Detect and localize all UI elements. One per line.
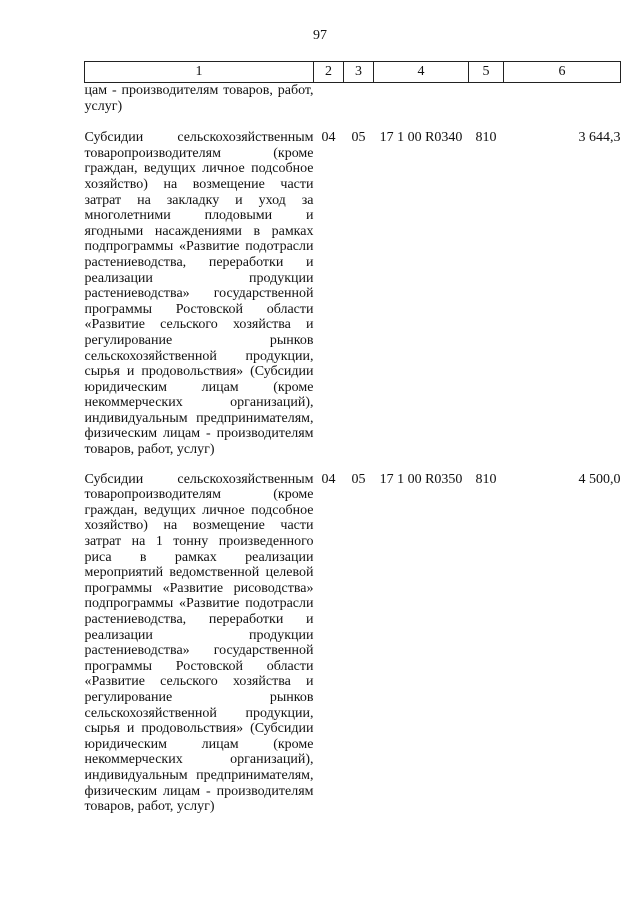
- row-section: 04: [321, 130, 336, 146]
- table-row: [85, 130, 621, 471]
- column-header-5: 5: [469, 62, 504, 83]
- row-expense-type: 810: [475, 471, 497, 487]
- column-header-6: 6: [504, 62, 621, 83]
- column-header-1: 1: [85, 62, 314, 83]
- table-row: [85, 472, 621, 829]
- row-target-code: 17 1 00 R0340: [379, 130, 463, 146]
- column-header-2: 2: [314, 62, 344, 83]
- row-description: Субсидии сельскохозяйственным товаропроизводителям (кроме граждан, ведущих личное подсобное хозяйство) на возмещение части затрат на закладку и уход за многолетними плодовыми и ягодными насаждениями в рамках подпрограммы «Развитие подотрасли растениеводства, переработки и реализации продукции растениеводства» государственной программы Ростовской области «Развитие сельского хозяйства и регулирование рынков сельскохозяйственной продукции, сырья и продовольствия» (Субсидии юридическим лицам (кроме некоммерческих организаций), индивидуальным предпринимателям, физическим лицам - производителям товаров, работ, услуг): [84, 130, 314, 458]
- row-subsection: 05: [351, 130, 366, 146]
- row-subsection: 05: [351, 471, 366, 487]
- row-amount: 4 500,0: [578, 471, 621, 487]
- table-row-continuation: [85, 83, 621, 131]
- row-target-code: 17 1 00 R0350: [379, 471, 463, 487]
- page-number: 97: [313, 28, 327, 43]
- table-header-row: [85, 62, 621, 83]
- column-header-3: 3: [344, 62, 374, 83]
- column-header-4: 4: [374, 62, 469, 83]
- continued-description: цам - производителям товаров, работ, услуг): [84, 83, 314, 114]
- row-expense-type: 810: [475, 130, 497, 146]
- row-amount: 3 644,3: [578, 130, 621, 146]
- row-section: 04: [321, 471, 336, 487]
- budget-table: [84, 61, 621, 829]
- row-description: Субсидии сельскохозяйственным товаропроизводителям (кроме граждан, ведущих личное подсобное хозяйство) на возмещение части затрат на 1 тонну произведенного риса в рамках реализации мероприятий ведомственной целевой программы «Развитие рисоводства» подпрограммы «Развитие подотрасли растениеводства, переработки и реализации продукции растениеводства» государственной программы Ростовской области «Развитие сельского хозяйства и регулирование рынков сельскохозяйственной продукции, сырья и продовольствия» (Субсидии юридическим лицам (кроме некоммерческих организаций), индивидуальным предпринимателям, физическим лицам - производителям товаров, работ, услуг): [84, 471, 314, 815]
